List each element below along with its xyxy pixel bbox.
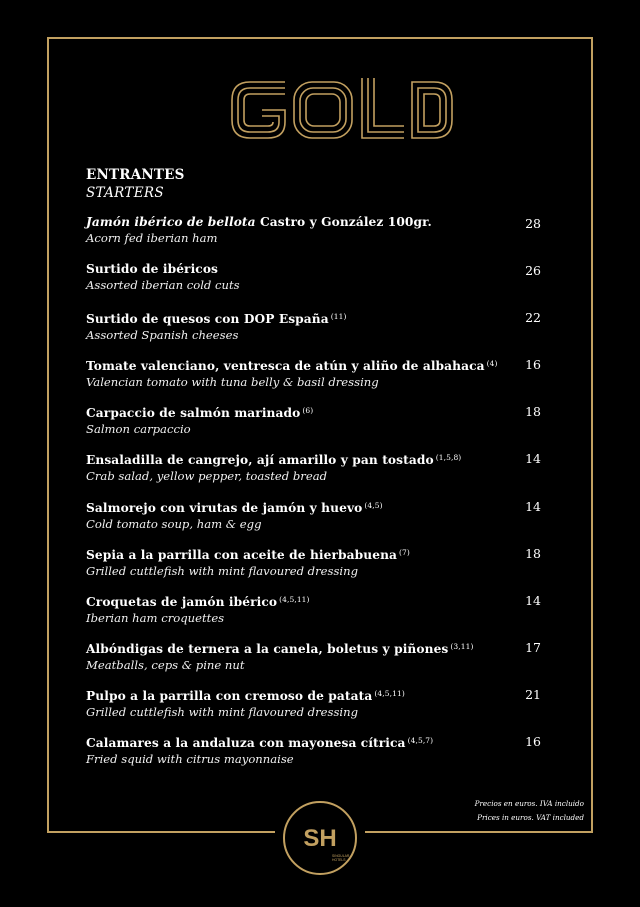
menu-item-allergens: (4) (486, 359, 498, 369)
menu-item-name (86, 497, 556, 517)
menu-item-price: 16 (525, 357, 541, 373)
menu-item-price: 21 (525, 686, 541, 702)
menu-item-name (86, 355, 556, 375)
menu-item-price: 18 (525, 404, 541, 420)
menu-item-price: 17 (525, 639, 541, 655)
price-note-es: Precios en euros. IVA incluido (474, 799, 584, 808)
menu-item-description: Fried squid with citrus mayonnaise (86, 752, 294, 767)
menu-item-name-text: Croquetas de jamón ibérico (86, 594, 278, 609)
singular-hotels-badge (275, 795, 365, 885)
menu-item-description: Acorn fed iberian ham (86, 231, 218, 245)
menu-item-allergens: (7) (399, 547, 410, 557)
section-title-en: STARTERS (86, 185, 164, 201)
menu-item-allergens: (6) (302, 406, 314, 416)
menu-item-name (86, 544, 556, 564)
menu-item-name-text: Sepia a la parrilla con aceite de hierbabuena (86, 547, 398, 562)
menu-item (86, 732, 556, 779)
menu-item-name-text: Carpaccio de salmón marinado (86, 406, 301, 421)
menu-item (86, 402, 556, 449)
section-title-es: ENTRANTES (86, 167, 185, 183)
menu-item-price: 16 (525, 734, 541, 750)
menu-item-description: Iberian ham croquettes (86, 610, 225, 625)
menu-item-price: 28 (525, 216, 541, 231)
menu-item-description: Assorted iberian cold cuts (86, 278, 240, 293)
menu-item-name (86, 591, 556, 611)
menu-item-name (86, 214, 556, 231)
badge-caption-2: HOTELS (332, 858, 346, 862)
menu-item-description: Cold tomato soup, ham & egg (86, 516, 262, 531)
menu-item (86, 591, 556, 638)
menu-item (86, 638, 556, 685)
menu-item-name (86, 449, 556, 469)
menu-item (86, 261, 556, 308)
menu-items-list (86, 214, 556, 779)
menu-item-allergens: (4,5,7) (407, 736, 434, 746)
menu-item-name (86, 261, 556, 278)
menu-item-name-text: Surtido de quesos con DOP España (86, 312, 329, 327)
menu-item-name (86, 685, 556, 705)
sh-logo-icon (282, 800, 358, 876)
menu-item-name-text: Castro y González 100gr. (260, 215, 432, 229)
badge-initials: SH (303, 825, 337, 852)
menu-item (86, 497, 556, 544)
menu-item-description: Assorted Spanish cheeses (86, 328, 239, 343)
menu-item (86, 544, 556, 591)
price-notes (475, 797, 584, 825)
menu-item-name (86, 308, 556, 328)
menu-item-name-text: Pulpo a la parrilla con cremoso de patata (86, 688, 373, 703)
menu-item-name (86, 402, 556, 422)
menu-item-allergens: (4,5,11) (279, 594, 310, 604)
badge-caption-1: SINGULAR (332, 854, 350, 858)
menu-item-allergens: (11) (330, 312, 347, 322)
menu-item-description: Salmon carpaccio (86, 422, 191, 437)
menu-item-description: Grilled cuttlefish with mint flavoured dressing (86, 563, 359, 578)
menu-item-description: Valencian tomato with tuna belly & basil dressing (86, 375, 379, 390)
menu-item-name-text: Ensaladilla de cangrejo, ají amarillo y pan tostado (86, 453, 434, 468)
menu-item-description: Meatballs, ceps & pine nut (86, 657, 245, 672)
gold-logo (0, 70, 640, 142)
menu-item-allergens: (4,5,11) (374, 688, 405, 698)
menu-item-name-italic: Jamón ibérico de bellota (86, 215, 256, 229)
menu-item-price: 14 (525, 451, 541, 467)
menu-item (86, 214, 556, 261)
menu-item-price: 22 (525, 310, 541, 326)
menu-item (86, 685, 556, 732)
price-note-en: Prices in euros. VAT included (477, 813, 584, 822)
section-title (86, 166, 185, 202)
menu-item-name-text: Calamares a la andaluza con mayonesa cítrica (86, 736, 406, 751)
menu-item-price: 26 (525, 263, 541, 279)
menu-item-price: 14 (525, 592, 541, 608)
menu-item (86, 449, 556, 496)
menu-item-price: 18 (525, 545, 541, 561)
menu-item-allergens: (1,5,8) (435, 453, 462, 463)
menu-item-description: Crab salad, yellow pepper, toasted bread (86, 469, 328, 484)
menu-item-name-text: Salmorejo con virutas de jamón y huevo (86, 500, 363, 515)
menu-item (86, 355, 556, 402)
menu-item-description: Grilled cuttlefish with mint flavoured dressing (86, 704, 359, 719)
menu-item-name-text: Tomate valenciano, ventresca de atún y aliño de albahaca (86, 359, 485, 374)
menu-item-price: 14 (525, 498, 541, 514)
menu-item (86, 308, 556, 355)
menu-item-allergens: (4,5) (364, 500, 383, 510)
logo-text: GOLD (0, 70, 4, 71)
menu-item-name (86, 732, 556, 752)
menu-item-name-text: Surtido de ibéricos (86, 262, 219, 277)
menu-item-name-text: Albóndigas de ternera a la canela, boletus y piñones (86, 641, 449, 656)
menu-item-name (86, 638, 556, 658)
menu-item-allergens: (3,11) (450, 641, 474, 651)
